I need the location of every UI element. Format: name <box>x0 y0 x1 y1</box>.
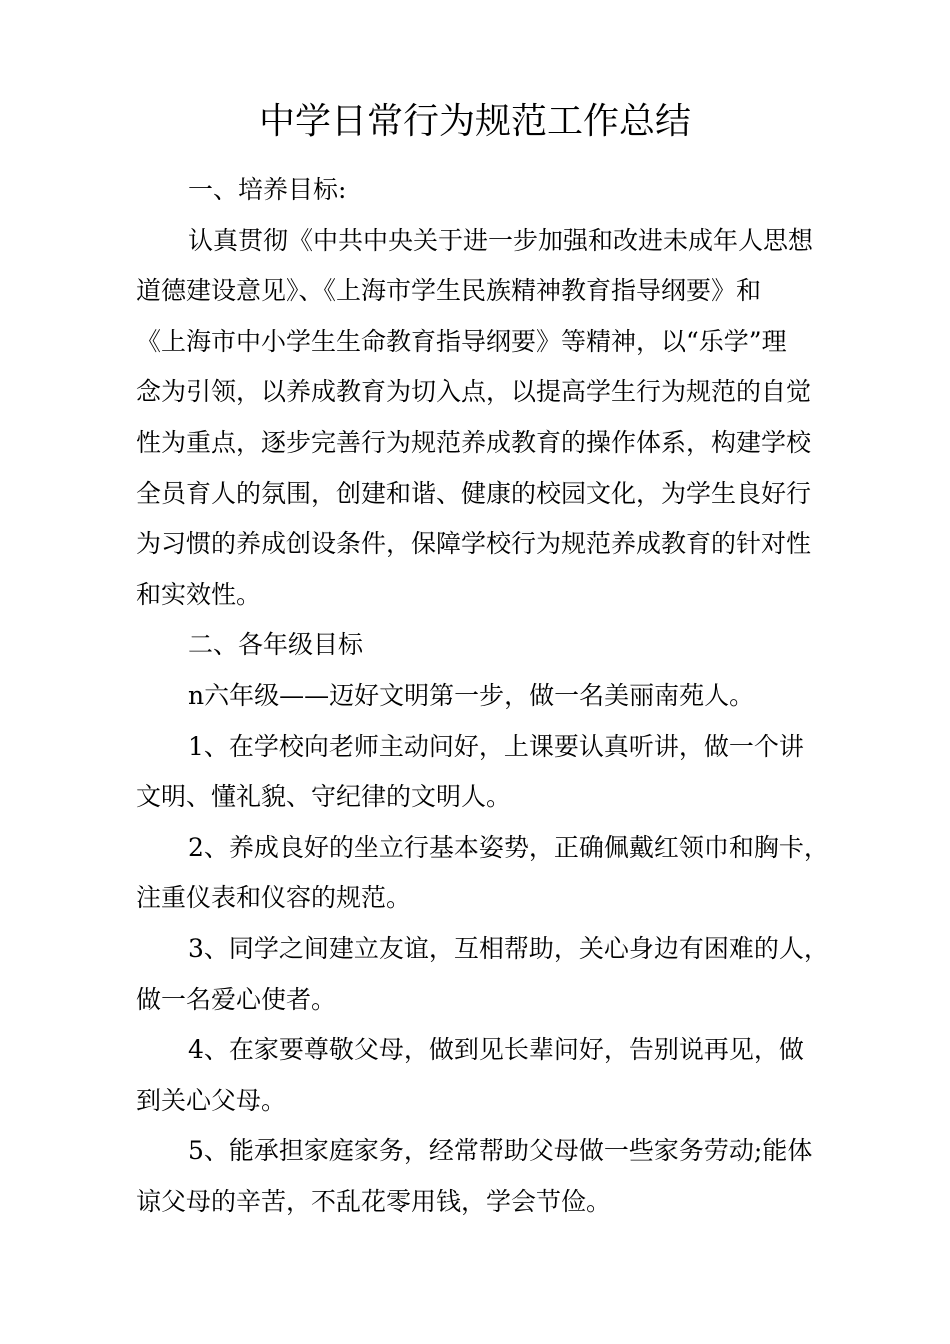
paragraph-line: 认真贯彻《中共中央关于进一步加强和改进未成年人思想 <box>188 225 814 255</box>
paragraph-line: 3、同学之间建立友谊，互相帮助，关心身边有困难的人， <box>188 934 829 963</box>
paragraph-line: 5、能承担家庭家务，经常帮助父母做一些家务劳动;能体 <box>188 1136 813 1166</box>
paragraph-line: 谅父母的辛苦，不乱花零用钱，学会节俭。 <box>136 1187 612 1216</box>
paragraph-line: 4、在家要尊敬父母，做到见长辈问好，告别说再见，做 <box>188 1035 804 1065</box>
paragraph-line: 为习惯的养成创设条件，保障学校行为规范养成教育的针对性 <box>136 529 812 559</box>
paragraph-line: 念为引领，以养成教育为切入点，以提高学生行为规范的自觉 <box>136 377 812 407</box>
paragraph-line: 注重仪表和仪容的规范。 <box>136 883 412 913</box>
paragraph-line: 一、培养目标: <box>188 175 347 204</box>
paragraph-line: 2、养成良好的坐立行基本姿势，正确佩戴红领巾和胸卡， <box>188 832 829 862</box>
paragraph-line: 性为重点，逐步完善行为规范养成教育的操作体系，构建学校 <box>136 428 812 457</box>
paragraph-line: n六年级——迈好文明第一步，做一名美丽南苑人。 <box>188 681 755 710</box>
paragraph-line: 全员育人的氛围，创建和谐、健康的校园文化，为学生良好行 <box>136 478 812 508</box>
paragraph-line: 和实效性。 <box>136 579 262 609</box>
paragraph-line: 二、各年级目标 <box>188 630 364 660</box>
paragraph-line: 《上海市中小学生生命教育指导纲要》等精神，以“乐学”理 <box>136 326 787 356</box>
document-title: 中学日常行为规范工作总结 <box>258 101 691 142</box>
paragraph-line: 做一名爱心使者。 <box>136 984 337 1014</box>
paragraph-line: 1、在学校向老师主动问好，上课要认真听讲，做一个讲 <box>188 731 804 761</box>
paragraph-line: 道德建设意见》、《上海市学生民族精神教育指导纲要》和 <box>136 276 762 306</box>
paragraph-line: 文明、懂礼貌、守纪律的文明人。 <box>136 782 512 812</box>
paragraph-line: 到关心父母。 <box>136 1085 287 1115</box>
